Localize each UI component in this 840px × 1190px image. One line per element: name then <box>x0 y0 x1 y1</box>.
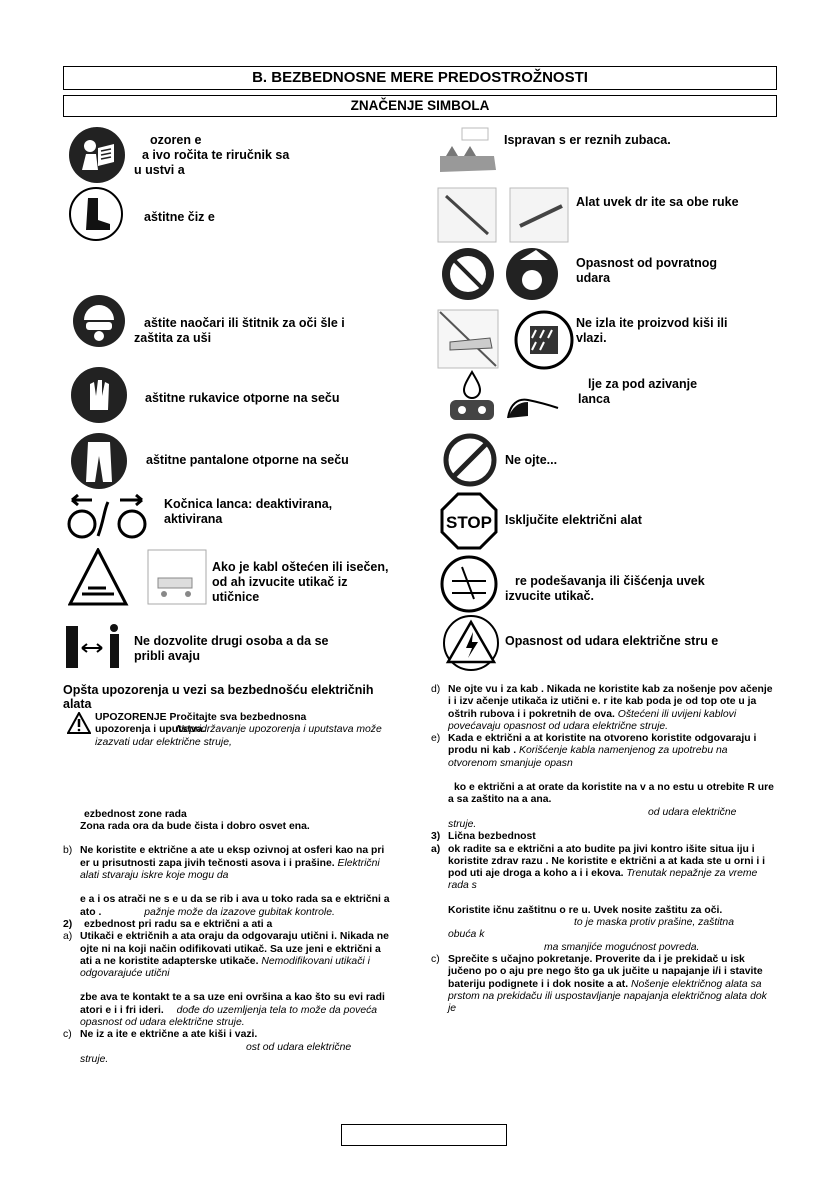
kickback-icon <box>440 246 564 302</box>
warning-paragraph: UPOZORENJE Pročitajte sva bezbednosna upozorenja i uputstva. Nepridržavanje upozorenja i uputstava može izazvati udar električne struje, <box>63 712 395 749</box>
symbol-label-unplug: re podešavanja ili čišćenja uvek izvucite utikač. <box>505 574 705 603</box>
two-hands-icon <box>436 186 572 244</box>
stop-icon <box>440 492 498 550</box>
unplug-icon <box>440 555 498 613</box>
work-area-text: Zona rada ora da bude čista i dobro osvet ena. <box>80 821 310 833</box>
item-c-bystanders: e a i os atrači ne s e u da se rib i ava u toko rada sa e ektrični a ato . pažnje može da izazove gubitak kontrole. <box>80 894 390 918</box>
glove-icon <box>70 366 128 424</box>
symbol-label-trousers: aštitne pantalone otporne na seču <box>146 453 349 467</box>
electric-shock-icon <box>442 614 500 672</box>
keep-distance-icon <box>64 622 130 670</box>
section-subtitle: ZNAČENJE SIMBOLA <box>63 95 777 117</box>
symbol-label-manual: ozoren e a ivo ročita te riručnik sa u ustvi a <box>134 133 290 177</box>
symbol-label-stop: Isključite električni alat <box>505 513 642 527</box>
symbol-label-no-rain: Ne izla ite proizvod kiši ili vlazi. <box>576 316 728 345</box>
item-b-explosive: b) Ne koristite e ektrične a ate u eksp ozivnoj at osferi kao na pri er u prisutnosti zapa jivih tečnosti asova i i prašine. Električni alati stvaraju iskre koje mogu da <box>63 845 385 882</box>
chain-brake-icon <box>64 490 160 540</box>
symbol-label-boots: aštitne čiz e <box>144 210 215 224</box>
item-c-rain: c) Ne iz a ite e ektrične a ate kiši i vazi. ost od udara električne struje. <box>63 1029 352 1065</box>
section-3-heading: 3) Lična bezbednost <box>431 831 536 843</box>
symbol-label-gloves: aštitne rukavice otporne na seču <box>145 391 340 405</box>
symbol-label-kickback: Opasnost od povratnog udara <box>576 256 717 285</box>
cable-damage-icon <box>68 548 208 606</box>
item-d-cord: d) Ne ojte vu i za kab . Nikada ne koristite kab za nošenje pov ačenje i i izv ačenje utikača iz utični e. r ite kab poda je od top ote u ja oštrih rubova i i pokretnih de ova. Oštećeni ili uvijeni kablovi povećavaju opasnost od udara električne struje. <box>431 684 773 732</box>
item-a-plugs: a) Utikači e ektričnih a ata oraju da odgovaraju utični i. Nikada ne ojte ni na koji način odifikovati utikač. Sa uze jeni e ektrični a ati a ne koristite adapterske utikače. Nemodifikovani utikači i odgovarajuće utični <box>63 931 389 980</box>
symbol-label-chain-oil: lje za pod azivanje lanca <box>578 377 698 406</box>
manual-reader-icon <box>68 126 126 184</box>
no-rain-icon <box>436 308 576 370</box>
work-area-heading: ezbednost zone rada <box>84 808 187 820</box>
prohibition-icon <box>442 432 498 488</box>
symbol-label-eye-ear: aštite naočari ili štitnik za oči šle i zaštita za uši <box>134 316 345 345</box>
section-heading: Opšta upozorenja u vezi sa bezbednošću električnih alata <box>63 683 374 711</box>
symbol-label-electric-shock: Opasnost od udara električne stru e <box>505 634 719 648</box>
page-title: B. BEZBEDNOSNE MERE PREDOSTROŽNOSTI <box>63 66 777 90</box>
symbol-label-prohibition: Ne ojte... <box>505 453 558 467</box>
trousers-icon <box>70 432 128 490</box>
item-b-ppe: Koristite ičnu zaštitnu o re u. Uvek nosite zaštitu za oči. to je maska protiv prašine, zaštitna obuća k ma smanjiće mogućnost povreda. <box>448 904 734 953</box>
item-f-rcd: ko e ektrični a at orate da koristite na v a no estu u otrebite R ure a sa zaštito na a ana. od udara električne struje. <box>448 782 774 830</box>
svg-text:STOP: STOP <box>446 513 492 532</box>
item-e-outdoor: e) Kada e ektrični a at koristite na otvoreno koristite odgovaraju i produ ni kab . Korišćenje kabla namenjenog za upotrebu na otvorenom smanjuje opasn <box>431 733 757 769</box>
symbol-label-chain-brake: Kočnica lanca: deaktivirana, aktivirana <box>164 497 333 526</box>
item-c-unintended-start: c) Sprečite s učajno pokretanje. Proverite da i je prekidač u isk jučeno po o aju pre nego što ga uk jučite u napajanje i/i i stavite bateriju podignete i i dok nosite a at. Nošenje električnog alata sa prstom na prekidaču ili uspostavljanje napajanja električnog alata dok je <box>431 953 767 1015</box>
helmet-goggles-icon <box>72 294 126 348</box>
section-2-heading: 2) ezbednost pri radu sa e ektrični a ati a <box>63 918 273 930</box>
item-b-grounded-surfaces: zbe ava te kontakt te a sa uze eni ovršina a kao što su evi radi atori e i i fri ideri. dođe do uzemljenja tela to može da poveća opasnost od udara električne struje. <box>80 992 385 1029</box>
item-a-alert: a) ok radite sa e ektrični a ato budite pa jivi kontro išite situa iju i koristite zdrav razu . Ne koristite e ektrični a at kada ste u orni i i pod uti aje droga a koho a i i ekova. Trenutak nepažnje za vreme rada s <box>431 843 766 892</box>
symbol-label-chain-sharpening: Ispravan s er reznih zubaca. <box>504 133 671 147</box>
symbol-label-cable-damage: Ako je kabl oštećen ili isečen, od ah izvucite utikač iz utičnice <box>212 560 389 604</box>
symbol-label-keep-distance: Ne dozvolite drugi osoba a da se pribli avaju <box>134 634 329 663</box>
symbol-label-two-hands: Alat uvek dr ite sa obe ruke <box>576 195 739 209</box>
safety-boot-icon <box>68 186 124 242</box>
page-number-box <box>341 1124 507 1146</box>
chain-sharpening-icon <box>436 126 500 182</box>
right-text-column <box>431 684 775 1015</box>
warning-triangle-icon <box>67 712 91 734</box>
chain-oil-icon <box>442 368 562 428</box>
left-text-column <box>63 683 395 1066</box>
